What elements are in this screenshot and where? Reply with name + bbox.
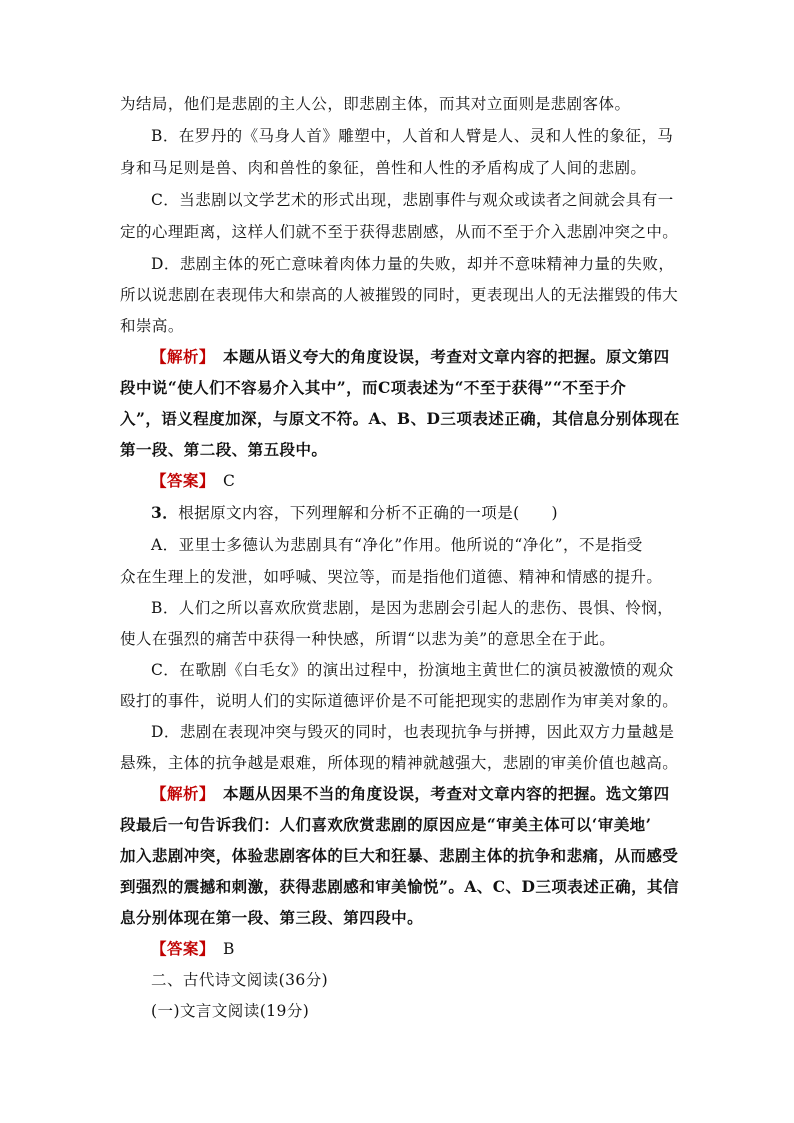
option-a-line: A．亚里士多德认为悲剧具有“净化”作用。他所说的“净化”，不是指受 xyxy=(151,536,643,554)
answer-tag: 【答案】 xyxy=(151,471,208,490)
analysis-text: 本题从因果不当的角度设误，考查对文章内容的把握。选文第四 xyxy=(207,784,670,803)
option-b-line: B．人们之所以喜欢欣赏悲剧，是因为悲剧会引起人的悲伤、畏惧、怜悯， xyxy=(151,599,674,617)
option-d-line: D．悲剧主体的死亡意味着肉体力量的失败，却并不意味精神力量的失败， xyxy=(151,255,675,273)
section-heading: 二、古代诗文阅读(36分) xyxy=(151,971,329,989)
analysis-line xyxy=(151,784,711,804)
answer-line xyxy=(151,939,711,959)
text-line: 加入悲剧冲突，体验悲剧客体的巨大和狂暴、悲剧主体的抗争和悲痛，从而感受 xyxy=(120,846,679,865)
text-line: 为结局，他们是悲剧的主人公，即悲剧主体，而其对立面则是悲剧客体。 xyxy=(120,95,631,113)
text-line: 使人在强烈的痛苦中获得一种快感，所谓“以悲为美”的意思全在于此。 xyxy=(120,630,616,648)
analysis-tag: 【解析】 xyxy=(151,784,208,803)
option-b-line: B．在罗丹的《马身人首》雕塑中，人首和人臂是人、灵和人性的象征，马 xyxy=(151,127,674,145)
text-line: 第一段、第二段、第五段中。 xyxy=(120,440,328,459)
question-text: 根据原文内容，下列理解和分析不正确的一项是( ) xyxy=(178,504,559,522)
text-line: 众在生理上的发泄，如呼喊、哭泣等，而是指他们道德、精神和情感的提升。 xyxy=(120,568,663,586)
analysis-text: 本题从语义夸大的角度设误，考查对文章内容的把握。原文第四 xyxy=(207,347,670,366)
option-d-line: D．悲剧在表现冲突与毁灭的同时，也表现抗争与拼搏，因此双方力量越是 xyxy=(151,723,675,741)
text-line: 定的心理距离，这样人们就不至于获得悲剧感，从而不至于介入悲剧冲突之中。 xyxy=(120,223,679,241)
question-3-line xyxy=(151,503,711,523)
subsection-heading: (一)文言文阅读(19分) xyxy=(151,1002,310,1020)
text-line: 身和马足则是兽、肉和兽性的象征，兽性和人性的矛盾构成了人间的悲剧。 xyxy=(120,159,647,177)
option-c-line: C．当悲剧以文学艺术的形式出现，悲剧事件与观众或读者之间就会具有一 xyxy=(151,191,674,209)
analysis-tag: 【解析】 xyxy=(151,347,208,366)
answer-tag: 【答案】 xyxy=(151,939,208,958)
text-line: 段最后一句告诉我们：人们喜欢欣赏悲剧的原因应是“审美主体可以‘审美地’ xyxy=(120,815,652,834)
question-number: 3． xyxy=(151,503,179,522)
text-line: 段中说“使人们不容易介入其中”，而C项表述为“不至于获得”“不至于介 xyxy=(120,378,627,397)
text-line: 悬殊，主体的抗争越是艰难，所体现的精神就越强大，悲剧的审美价值也越高。 xyxy=(120,754,679,772)
text-line: 所以说悲剧在表现伟大和崇高的人被摧毁的同时，更表现出人的无法摧毁的伟大 xyxy=(120,286,679,304)
analysis-line xyxy=(151,347,711,367)
text-line: 和崇高。 xyxy=(120,317,184,335)
text-line: 到强烈的震撼和刺激，获得悲剧感和审美愉悦”。A、C、D三项表述正确，其信 xyxy=(120,877,679,896)
text-line: 殴打的事件，说明人们的实际道德评价是不可能把现实的悲剧作为审美对象的。 xyxy=(120,692,679,710)
answer-value: B xyxy=(207,940,235,958)
answer-value: C xyxy=(207,472,236,490)
text-line: 入”，语义程度加深，与原文不符。A、B、D三项表述正确，其信息分别体现在 xyxy=(120,409,680,428)
option-c-line: C．在歌剧《白毛女》的演出过程中，扮演地主黄世仁的演员被激愤的观众 xyxy=(151,661,674,679)
text-line: 息分别体现在第一段、第三段、第四段中。 xyxy=(120,908,424,927)
answer-line xyxy=(151,471,711,491)
